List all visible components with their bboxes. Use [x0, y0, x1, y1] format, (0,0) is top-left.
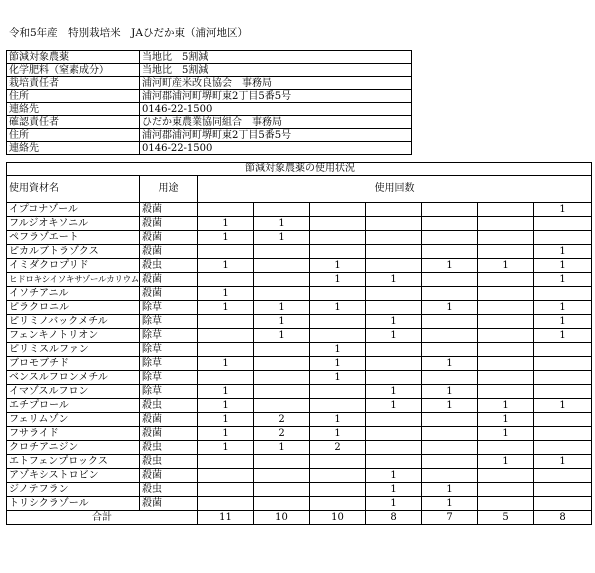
material-name: エトフェンプロックス	[7, 455, 140, 469]
usage-count-cell: 1	[422, 385, 478, 399]
info-label: 確認責任者	[7, 116, 140, 129]
usage-count-cell	[198, 497, 254, 511]
usage-count-cell	[366, 413, 422, 427]
usage-count-cell	[422, 203, 478, 217]
usage-count-cell	[366, 245, 422, 259]
header-row	[7, 176, 592, 203]
usage-count-cell	[422, 343, 478, 357]
table-row	[7, 427, 592, 441]
table-row	[7, 413, 592, 427]
usage-count-cell	[478, 245, 534, 259]
info-label: 節減対象農薬	[7, 51, 140, 64]
usage-count-cell	[198, 469, 254, 483]
info-row	[7, 77, 412, 90]
usage-count-cell	[478, 231, 534, 245]
usage-count-cell	[478, 483, 534, 497]
info-value: 当地比 5割減	[140, 51, 412, 64]
usage-count-cell: 1	[366, 469, 422, 483]
usage-count-cell: 1	[198, 385, 254, 399]
usage-count-cell: 1	[534, 203, 592, 217]
table-row	[7, 273, 592, 287]
usage-count-cell	[310, 399, 366, 413]
info-value: ひだか東農業協同組合 事務局	[140, 116, 412, 129]
table-row	[7, 371, 592, 385]
material-name: ピリミノバックメチル	[7, 315, 140, 329]
usage-count-cell: 1	[198, 301, 254, 315]
material-purpose: 除草	[140, 329, 198, 343]
usage-count-cell	[534, 385, 592, 399]
usage-count-cell	[534, 371, 592, 385]
usage-count-cell: 1	[534, 273, 592, 287]
usage-count-cell	[478, 469, 534, 483]
material-purpose: 殺菌	[140, 413, 198, 427]
usage-count-cell	[366, 371, 422, 385]
table-row	[7, 455, 592, 469]
usage-caption: 節減対象農薬の使用状況	[7, 163, 592, 176]
total-row	[7, 511, 592, 525]
usage-count-cell: 1	[198, 217, 254, 231]
header-count: 使用回数	[198, 176, 592, 203]
usage-count-cell	[478, 329, 534, 343]
info-label: 栽培責任者	[7, 77, 140, 90]
table-row	[7, 343, 592, 357]
usage-count-cell	[198, 343, 254, 357]
usage-count-cell	[422, 287, 478, 301]
info-row	[7, 103, 412, 116]
table-row	[7, 497, 592, 511]
header-material: 使用資材名	[7, 176, 140, 203]
caption-row	[7, 163, 592, 176]
table-row	[7, 315, 592, 329]
usage-count-cell	[534, 483, 592, 497]
usage-count-cell	[534, 427, 592, 441]
usage-count-cell: 1	[478, 259, 534, 273]
usage-count-cell: 1	[534, 315, 592, 329]
usage-count-cell	[254, 245, 310, 259]
usage-count-cell: 1	[198, 231, 254, 245]
usage-count-cell	[366, 357, 422, 371]
material-name: ピカルブトラゾクス	[7, 245, 140, 259]
info-row	[7, 129, 412, 142]
usage-count-cell: 1	[422, 497, 478, 511]
usage-count-cell	[478, 203, 534, 217]
usage-count-cell: 1	[254, 217, 310, 231]
usage-count-cell	[310, 497, 366, 511]
usage-count-cell	[198, 245, 254, 259]
material-purpose: 除草	[140, 301, 198, 315]
usage-count-cell	[310, 455, 366, 469]
usage-count-cell	[254, 287, 310, 301]
table-row	[7, 287, 592, 301]
info-row	[7, 90, 412, 103]
usage-count-cell	[366, 231, 422, 245]
info-label: 住所	[7, 90, 140, 103]
usage-count-cell: 1	[198, 441, 254, 455]
usage-count-cell: 1	[422, 399, 478, 413]
material-purpose: 殺菌	[140, 231, 198, 245]
info-value: 浦河郡浦河町堺町東2丁目5番5号	[140, 129, 412, 142]
usage-count-cell	[478, 357, 534, 371]
usage-count-cell	[422, 217, 478, 231]
usage-count-cell	[310, 231, 366, 245]
usage-count-cell	[366, 259, 422, 273]
usage-count-cell: 1	[422, 259, 478, 273]
material-purpose: 殺虫	[140, 259, 198, 273]
info-row	[7, 116, 412, 129]
usage-count-cell	[366, 427, 422, 441]
table-row	[7, 469, 592, 483]
usage-count-cell	[254, 483, 310, 497]
usage-count-cell: 2	[254, 427, 310, 441]
material-purpose: 殺菌	[140, 245, 198, 259]
usage-count-cell: 1	[310, 259, 366, 273]
usage-count-cell	[254, 203, 310, 217]
usage-count-cell	[422, 273, 478, 287]
material-purpose: 殺虫	[140, 455, 198, 469]
table-row	[7, 399, 592, 413]
info-value: 当地比 5割減	[140, 64, 412, 77]
usage-count-cell: 1	[310, 371, 366, 385]
usage-count-cell: 1	[534, 455, 592, 469]
table-row	[7, 441, 592, 455]
usage-count-cell: 1	[366, 399, 422, 413]
material-name: イマゾスルフロン	[7, 385, 140, 399]
usage-count-cell	[310, 329, 366, 343]
info-value: 浦河町産米改良協会 事務局	[140, 77, 412, 90]
usage-count-cell	[254, 385, 310, 399]
total-label: 合計	[7, 511, 198, 525]
usage-count-cell	[198, 455, 254, 469]
usage-count-cell: 1	[366, 497, 422, 511]
material-purpose: 殺菌	[140, 287, 198, 301]
usage-count-cell	[198, 273, 254, 287]
info-value: 0146-22-1500	[140, 142, 412, 155]
usage-count-cell	[478, 385, 534, 399]
info-label: 化学肥料（窒素成分）	[7, 64, 140, 77]
material-purpose: 除草	[140, 385, 198, 399]
usage-count-cell	[254, 273, 310, 287]
usage-count-cell	[422, 245, 478, 259]
usage-count-cell	[198, 483, 254, 497]
total-count-cell: 10	[310, 511, 366, 525]
usage-count-cell: 1	[534, 399, 592, 413]
material-purpose: 殺菌	[140, 217, 198, 231]
usage-count-cell	[310, 287, 366, 301]
info-label: 連絡先	[7, 103, 140, 116]
usage-count-cell	[310, 385, 366, 399]
material-purpose: 除草	[140, 343, 198, 357]
material-name: ピラクロニル	[7, 301, 140, 315]
usage-count-cell: 1	[478, 399, 534, 413]
usage-count-cell	[366, 343, 422, 357]
info-label: 連絡先	[7, 142, 140, 155]
usage-count-cell	[478, 217, 534, 231]
material-name: イミダクロプリド	[7, 259, 140, 273]
usage-count-cell	[478, 315, 534, 329]
material-name: フェリムゾン	[7, 413, 140, 427]
usage-count-cell	[422, 427, 478, 441]
usage-count-cell: 1	[310, 427, 366, 441]
material-name: ピリミスルファン	[7, 343, 140, 357]
usage-table	[6, 162, 592, 525]
usage-count-cell	[366, 217, 422, 231]
usage-count-cell	[366, 203, 422, 217]
usage-count-cell: 1	[310, 413, 366, 427]
usage-count-cell	[422, 455, 478, 469]
table-row	[7, 301, 592, 315]
page-title: 令和5年産 特別栽培米 JAひだか東（浦河地区）	[9, 27, 248, 39]
usage-count-cell	[422, 315, 478, 329]
table-row	[7, 385, 592, 399]
usage-count-cell: 1	[534, 301, 592, 315]
usage-count-cell	[254, 357, 310, 371]
usage-count-cell	[422, 441, 478, 455]
usage-count-cell	[478, 441, 534, 455]
material-name: ジノテフラン	[7, 483, 140, 497]
usage-count-cell: 1	[366, 329, 422, 343]
usage-count-cell	[478, 497, 534, 511]
usage-count-cell	[310, 217, 366, 231]
header-purpose: 用途	[140, 176, 198, 203]
info-table	[6, 50, 412, 155]
usage-count-cell	[254, 497, 310, 511]
info-row	[7, 51, 412, 64]
material-name: フサライド	[7, 427, 140, 441]
usage-count-cell: 1	[534, 245, 592, 259]
usage-count-cell: 2	[254, 413, 310, 427]
material-name: ベンスルフロンメチル	[7, 371, 140, 385]
usage-count-cell	[254, 343, 310, 357]
usage-count-cell: 2	[310, 441, 366, 455]
usage-count-cell: 1	[310, 273, 366, 287]
usage-count-cell: 1	[366, 385, 422, 399]
usage-count-cell	[310, 315, 366, 329]
usage-count-cell	[366, 455, 422, 469]
material-purpose: 殺菌	[140, 203, 198, 217]
total-count-cell: 5	[478, 511, 534, 525]
usage-count-cell	[422, 371, 478, 385]
usage-count-cell: 1	[422, 357, 478, 371]
usage-count-cell	[534, 287, 592, 301]
usage-count-cell	[198, 329, 254, 343]
usage-count-cell	[310, 203, 366, 217]
usage-count-cell	[478, 287, 534, 301]
info-value: 0146-22-1500	[140, 103, 412, 116]
usage-count-cell: 1	[366, 273, 422, 287]
table-row	[7, 217, 592, 231]
material-purpose: 殺虫	[140, 483, 198, 497]
total-count-cell: 7	[422, 511, 478, 525]
material-name: エチプロール	[7, 399, 140, 413]
usage-count-cell	[254, 371, 310, 385]
info-label: 住所	[7, 129, 140, 142]
usage-count-cell: 1	[478, 427, 534, 441]
usage-count-cell	[534, 413, 592, 427]
usage-count-cell	[534, 497, 592, 511]
usage-count-cell	[478, 371, 534, 385]
usage-count-cell: 1	[478, 455, 534, 469]
table-row	[7, 245, 592, 259]
table-row	[7, 329, 592, 343]
total-count-cell: 10	[254, 511, 310, 525]
usage-count-cell	[422, 329, 478, 343]
usage-count-cell: 1	[198, 427, 254, 441]
usage-count-cell: 1	[310, 357, 366, 371]
usage-count-cell	[366, 441, 422, 455]
material-name: ペフラゾエート	[7, 231, 140, 245]
material-purpose: 殺菌	[140, 469, 198, 483]
total-count-cell: 8	[534, 511, 592, 525]
usage-count-cell	[534, 231, 592, 245]
material-purpose: 除草	[140, 357, 198, 371]
usage-count-cell	[534, 357, 592, 371]
usage-count-cell	[254, 455, 310, 469]
table-row	[7, 483, 592, 497]
table-row	[7, 259, 592, 273]
usage-count-cell: 1	[422, 301, 478, 315]
total-count-cell: 11	[198, 511, 254, 525]
info-row	[7, 64, 412, 77]
usage-count-cell	[534, 217, 592, 231]
usage-count-cell: 1	[534, 259, 592, 273]
usage-count-cell: 1	[254, 231, 310, 245]
usage-count-cell	[534, 469, 592, 483]
usage-count-cell	[422, 413, 478, 427]
usage-count-cell	[366, 287, 422, 301]
material-name: フェンキノトリオン	[7, 329, 140, 343]
material-purpose: 除草	[140, 315, 198, 329]
material-purpose: 殺菌	[140, 273, 198, 287]
info-row	[7, 142, 412, 155]
material-purpose: 殺虫	[140, 441, 198, 455]
material-name: ブロモブチド	[7, 357, 140, 371]
usage-count-cell: 1	[422, 483, 478, 497]
usage-count-cell: 1	[198, 399, 254, 413]
material-purpose: 殺菌	[140, 427, 198, 441]
usage-count-cell	[310, 245, 366, 259]
material-name: トリシクラゾール	[7, 497, 140, 511]
usage-count-cell: 1	[198, 413, 254, 427]
material-purpose: 除草	[140, 371, 198, 385]
usage-count-cell	[478, 343, 534, 357]
usage-count-cell	[254, 259, 310, 273]
usage-count-cell: 1	[254, 441, 310, 455]
total-count-cell: 8	[366, 511, 422, 525]
usage-count-cell: 1	[198, 357, 254, 371]
usage-count-cell	[310, 483, 366, 497]
usage-count-cell: 1	[198, 287, 254, 301]
usage-count-cell	[478, 301, 534, 315]
usage-count-cell	[198, 203, 254, 217]
usage-count-cell: 1	[366, 315, 422, 329]
material-purpose: 殺菌	[140, 497, 198, 511]
usage-count-cell: 1	[254, 301, 310, 315]
material-name: イプコナゾール	[7, 203, 140, 217]
material-name: ヒドロキシイソキサゾールカリウム	[7, 273, 140, 287]
table-row	[7, 357, 592, 371]
usage-count-cell	[534, 441, 592, 455]
usage-count-cell	[422, 231, 478, 245]
usage-count-cell: 1	[254, 315, 310, 329]
usage-count-cell: 1	[310, 301, 366, 315]
info-value: 浦河郡浦河町堺町東2丁目5番5号	[140, 90, 412, 103]
usage-count-cell	[422, 469, 478, 483]
usage-count-cell	[534, 343, 592, 357]
usage-count-cell	[478, 273, 534, 287]
material-name: クロチアニジン	[7, 441, 140, 455]
material-name: アゾキシストロビン	[7, 469, 140, 483]
usage-count-cell: 1	[254, 329, 310, 343]
usage-count-cell	[198, 315, 254, 329]
usage-count-cell	[366, 301, 422, 315]
table-row	[7, 203, 592, 217]
usage-count-cell	[254, 399, 310, 413]
material-purpose: 殺虫	[140, 399, 198, 413]
usage-count-cell: 1	[310, 343, 366, 357]
usage-count-cell	[310, 469, 366, 483]
table-row	[7, 231, 592, 245]
usage-count-cell: 1	[534, 329, 592, 343]
usage-count-cell: 1	[478, 413, 534, 427]
usage-count-cell: 1	[366, 483, 422, 497]
usage-count-cell	[254, 469, 310, 483]
usage-count-cell: 1	[198, 259, 254, 273]
usage-count-cell	[198, 371, 254, 385]
material-name: フルジオキソニル	[7, 217, 140, 231]
material-name: イソチアニル	[7, 287, 140, 301]
